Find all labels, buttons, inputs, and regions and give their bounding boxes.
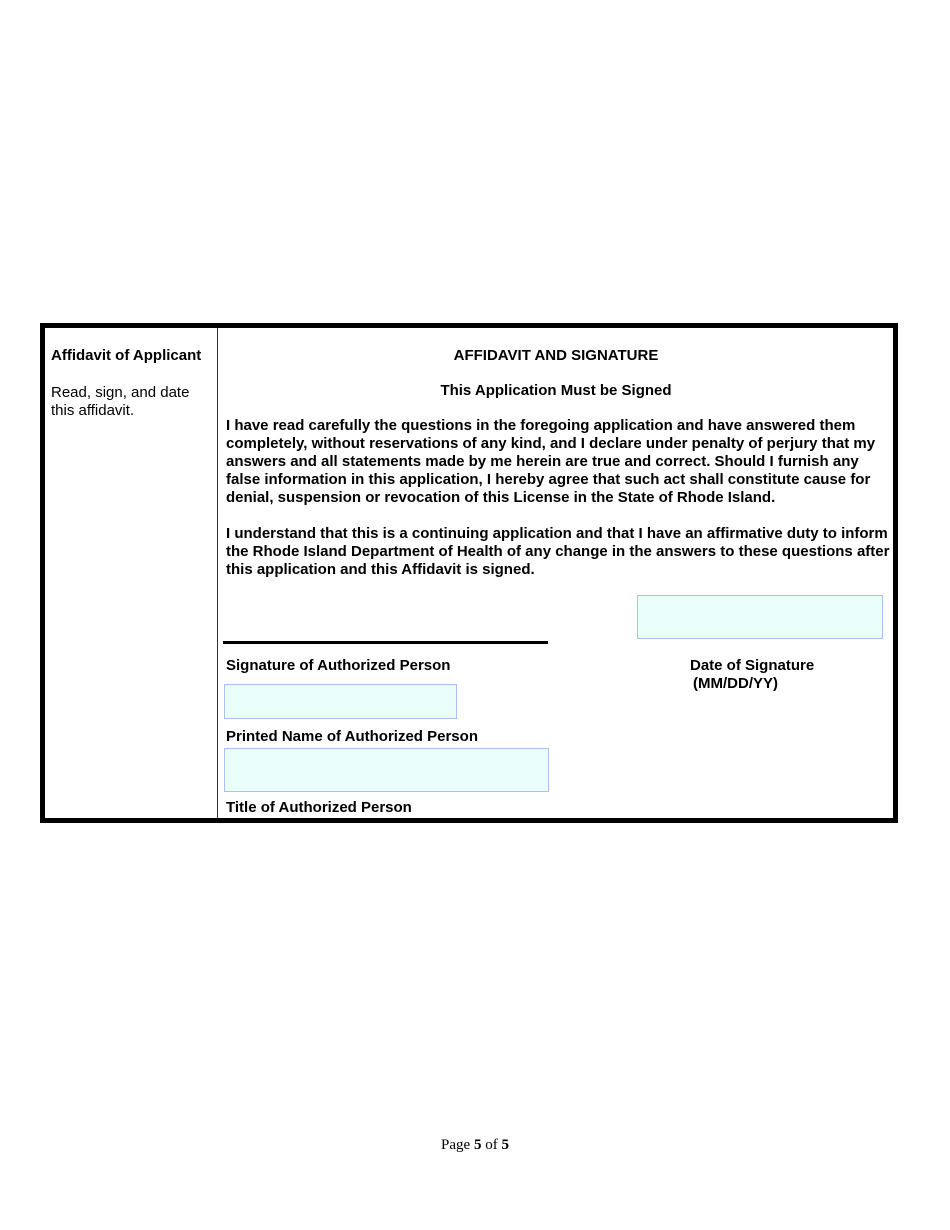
section-subtitle: This Application Must be Signed: [440, 382, 672, 399]
page-total: 5: [501, 1137, 509, 1153]
section-title: AFFIDAVIT AND SIGNATURE: [453, 347, 659, 364]
printed-name-label: Printed Name of Authorized Person: [226, 728, 478, 745]
page-of: of: [485, 1137, 498, 1153]
declaration-paragraph: I have read carefully the questions in the foregoing application and have answered them completely, without reservations of any kind, and I declare under penalty of perjury that my answers and all statements made by me herein are true and correct. Should I furnish any false information in this application, I hereby agree that such act shall constitute cause for denial, suspension or revocation of this License in the State of Rhode Island.: [226, 417, 876, 506]
sidebar-instructions: Read, sign, and date this affidavit.: [51, 384, 190, 419]
sidebar-title: Affidavit of Applicant: [51, 347, 202, 364]
column-divider: [217, 328, 218, 818]
title-label: Title of Authorized Person: [226, 799, 412, 816]
page-prefix: Page: [441, 1137, 471, 1153]
affidavit-table: [40, 323, 898, 823]
page-number: [0, 1137, 950, 1154]
continuing-duty-paragraph: I understand that this is a continuing application and that I have an affirmative duty to inform the Rhode Island Department of Health of any change in the answers to these questions after this application and this Affidavit is signed.: [226, 525, 890, 578]
date-label: Date of Signature: [690, 657, 815, 674]
signature-label: Signature of Authorized Person: [226, 657, 451, 674]
title-field[interactable]: [224, 748, 549, 792]
page-current: 5: [473, 1137, 482, 1153]
date-of-signature-field[interactable]: [637, 595, 883, 639]
signature-line[interactable]: [223, 641, 548, 644]
date-format-hint: (MM/DD/YY): [693, 675, 778, 692]
printed-name-field[interactable]: [224, 684, 457, 719]
